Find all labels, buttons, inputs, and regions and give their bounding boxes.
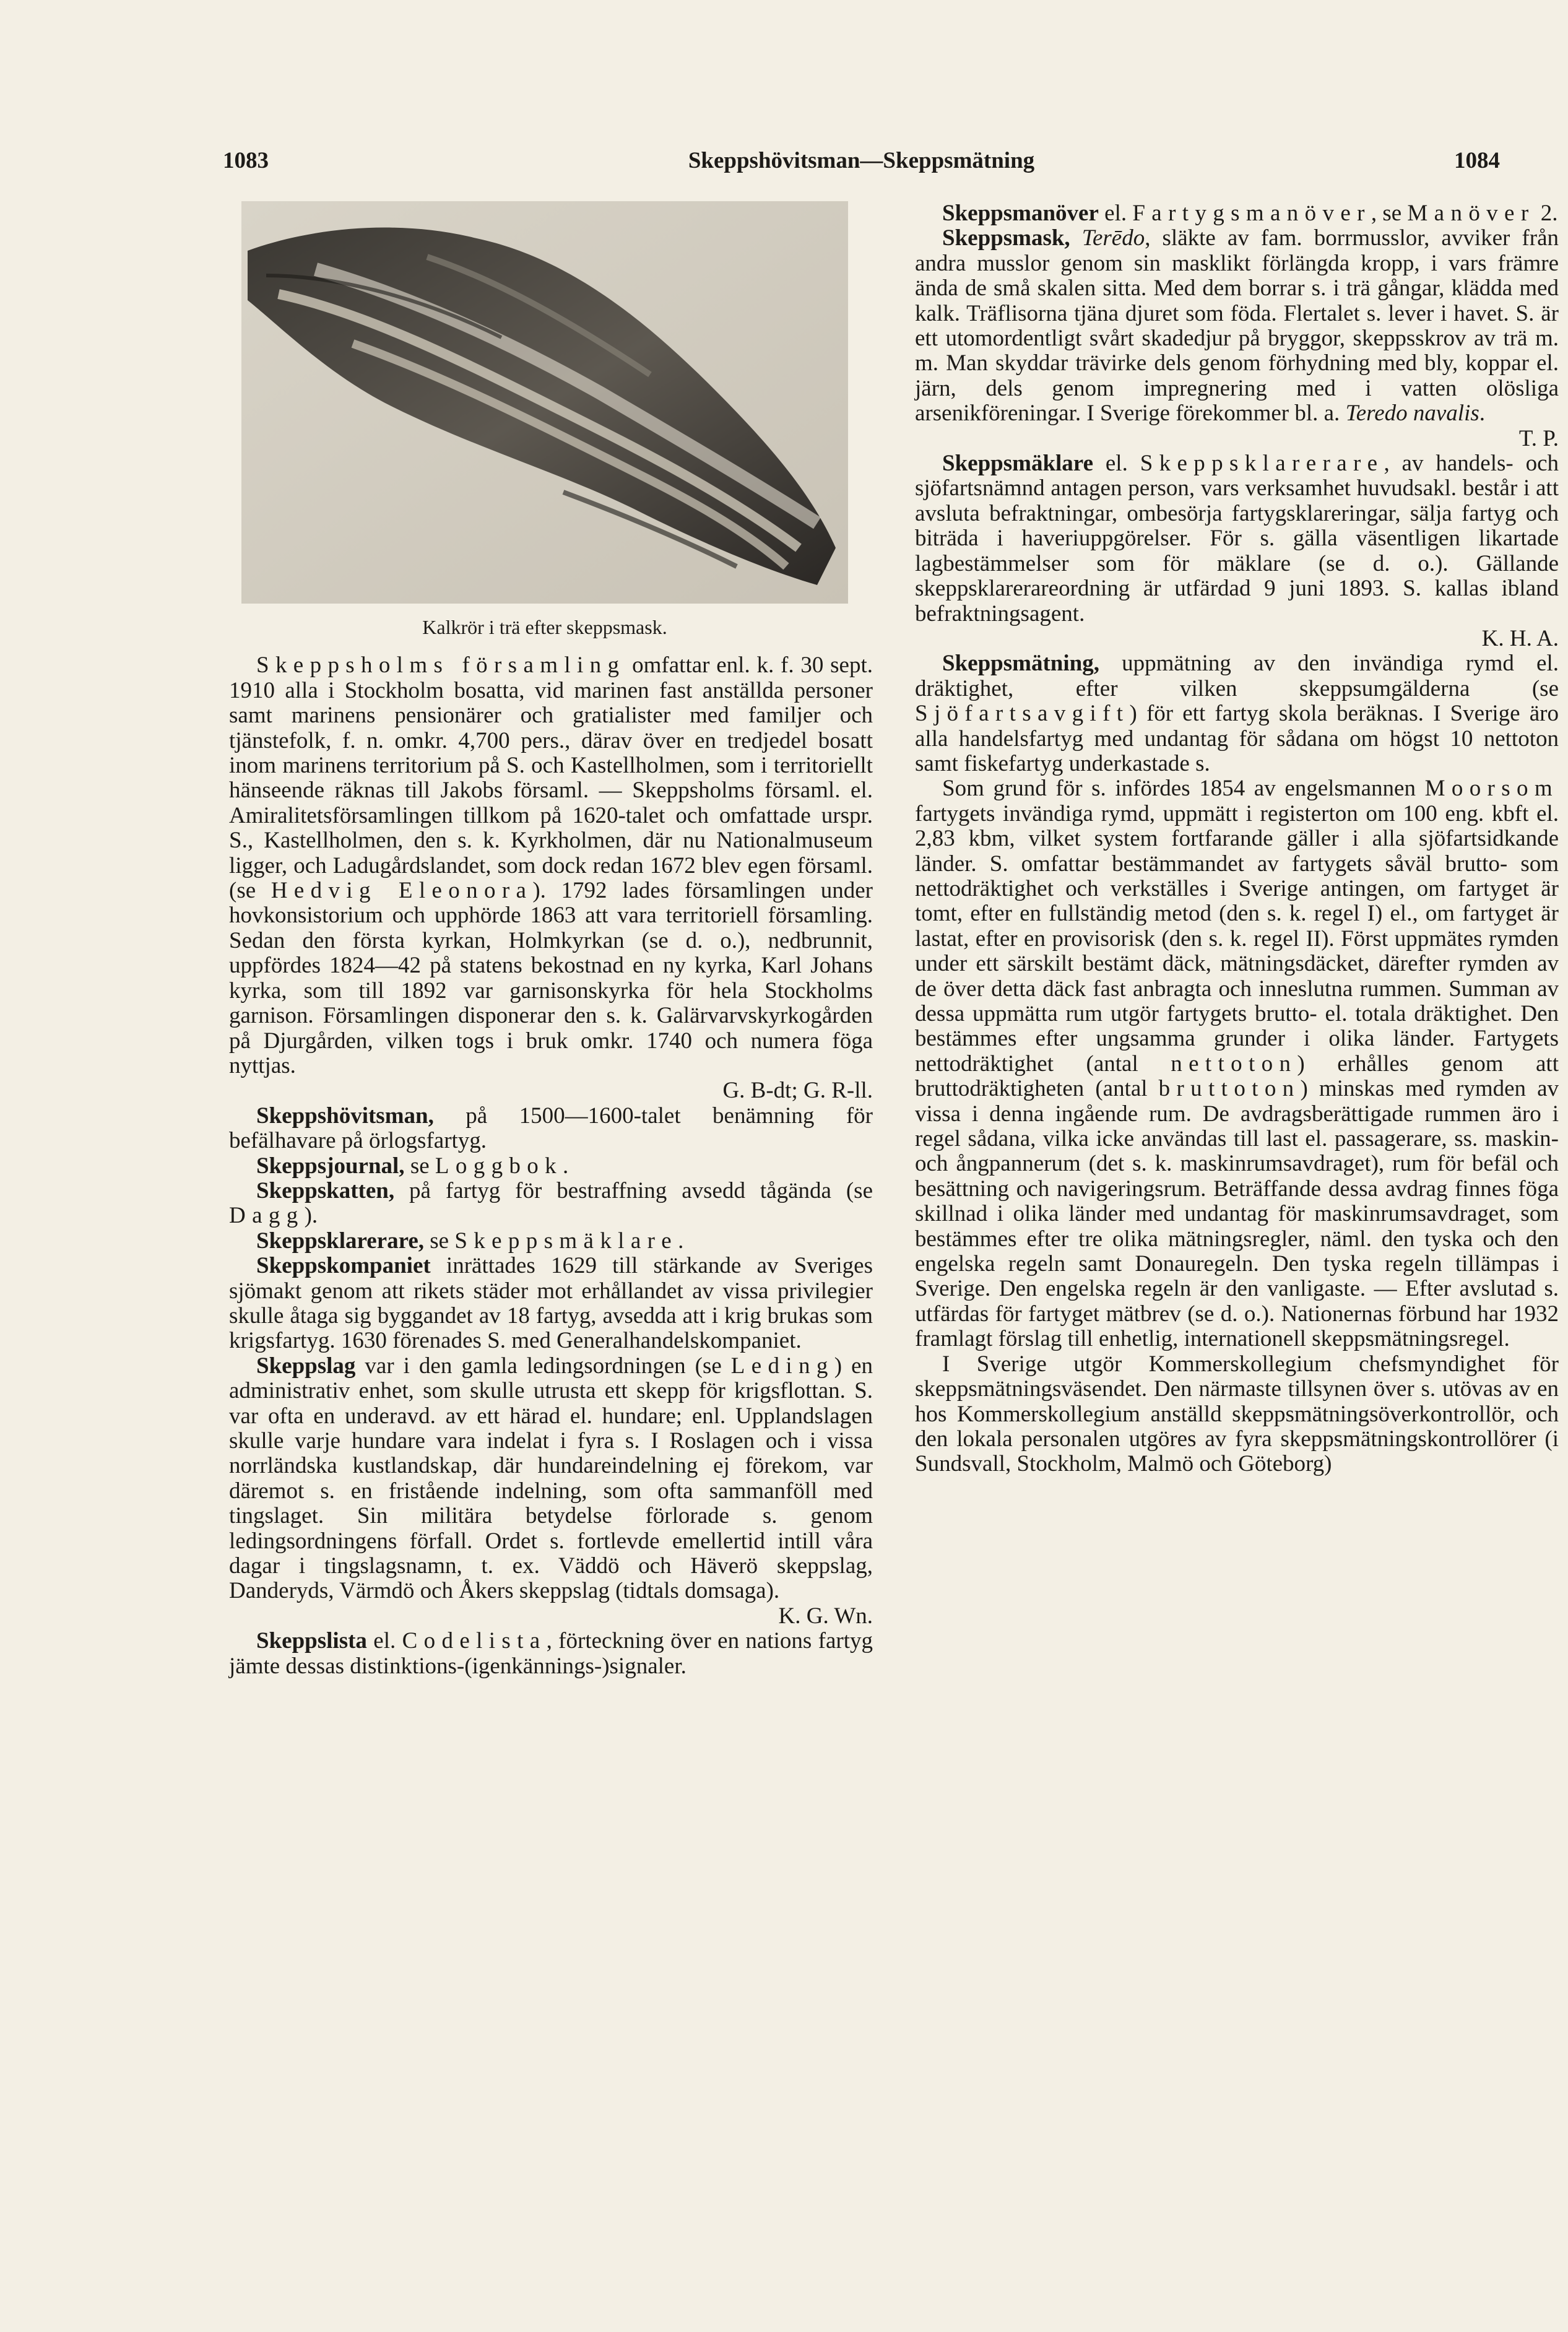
entry-headword: Skeppsmätning,	[942, 651, 1099, 677]
entry-headword: Skeppslag	[256, 1353, 356, 1379]
entry-skeppsmask	[915, 226, 1559, 451]
cross-reference: Skeppsmäklare	[454, 1228, 678, 1254]
cross-reference: Codelista	[402, 1628, 547, 1654]
entry-text: på 1500—1600-talet benämning för befälhavare på örlogsfartyg.	[229, 1103, 873, 1154]
entry-text: uppmätning av den invändiga rymd el. dräktighet, efter vilken skeppsumgälderna (se	[915, 651, 1559, 701]
entry-skeppsmanover	[915, 201, 1559, 226]
left-column	[229, 201, 873, 1679]
entry-headword: Skeppsjournal,	[256, 1153, 405, 1179]
entry-text: el.	[366, 1628, 402, 1654]
entry-skeppsjournal	[229, 1154, 873, 1179]
entry-skeppsmatning	[915, 651, 1559, 776]
entry-text: se	[424, 1228, 455, 1254]
entry-skeppsklarerare	[229, 1229, 873, 1254]
entry-text: el.	[1093, 451, 1140, 477]
header-title: Skeppshövitsman—Skeppsmätning	[688, 148, 1035, 173]
right-column	[915, 201, 1559, 1477]
entry-skeppshovitsman	[229, 1104, 873, 1154]
entry-headword: Skeppsmask,	[942, 225, 1070, 251]
entry-text: omfattar enl. k. f. 30 sept. 1910 alla i Stockholm bosatta, vid marinen fast anställda personer samt marinens pensionärer och gratialister med familjer och tjänstefolk, f. n. omkr. 4,700 pers., därav över en tredjedel bosatt inom marinens territorium på S. och Kastellholmen, som i territoriellt hänseende räknas till Jakobs församl. — Skeppsholms församl. el. Amiralitetsförsamlingen tillkom på 1620-talet och omfattade urspr. S., Kastellholmen, den s. k. Kyrkholmen, där nu Nationalmuseum ligger, och Ladugårdslandet, som dock redan 1672 blev egen församl. (se	[229, 652, 873, 904]
entry-skeppslag	[229, 1354, 873, 1629]
entry-headword: Skeppsklarerare,	[256, 1228, 425, 1254]
entry-headword: Skeppsholms församling	[256, 652, 626, 678]
entry-text: fartygets invändiga rymd, uppmätt i registerton om 100 eng. kbft el. 2,83 kbm, vilket system fortfarande gäller i alla sjöfartsidkande länder. S. omfattar bestämmandet av fartygets såväl brutto- som nettodräktighet och verkställes i Sverige antingen, om fartyget är tomt, efter en fullständig metod (den s. k. regel I) el., om fartyget är lastat, efter en provisorisk (den s. k. regel II). Först uppmätes rymden under ett särskilt bestämt däck, mätningsdäcket, därefter rymden av de över detta däck fast anbragta och inneslutna rummen. Summan av dessa uppmätta rum utgör fartygets brutto- el. totala dräktighet. Den bestämmes efter ungsamma grunder i olika länder. Fartygets nettodräktighet (antal	[915, 800, 1559, 1077]
shipworm-photo	[241, 201, 848, 604]
entry-skeppsholms-forsamling	[229, 653, 873, 1103]
cross-reference: Manöver	[1407, 201, 1535, 226]
entry-text: el.	[1098, 201, 1133, 226]
entry-text: ).	[304, 1203, 318, 1229]
entry-text: ) minskas med rymden av vissa i denna ingående rum. De avdragsberättigade rummen äro i regel sådana, vilka icke användas till last el. passagerare, ss. maskin- och ångpannerum (det s. k. maskinrumsavdraget), rum för befäl och besättning och navigeringsrum. Beträffande dessa avdrag finnes föga skillnad i olika länder med undantag för maskinrumsavdraget, som bestämmes efter tre olika mätningsregler, näml. den tyska och den engelska regeln samt Donauregeln. Den tyska regeln tillämpas i Sverige. Den engelska regeln är den vanligaste. — Efter avslutad s. utfärdas för fartyget mätbrev (se d. o.). Nationernas förbund har 1932 framlagt förslag till enhetlig, internationell skeppsmätningsregel.	[915, 1076, 1559, 1352]
entry-text: ) för ett fartyg skola beräknas. I Sverige äro alla handelsfartyg med undantag för sådana om högst 10 nettoton samt fiskefartyg underkastade s.	[915, 701, 1559, 776]
latin-name: Teredo navalis	[1345, 401, 1479, 427]
cross-reference: Dagg	[229, 1203, 305, 1229]
cross-reference: Skeppsklarerare	[1140, 451, 1384, 477]
entry-skeppskatten	[229, 1179, 873, 1229]
paragraph-skeppsmatning-3	[915, 1352, 1559, 1477]
cross-reference: Loggbok	[435, 1153, 563, 1179]
figure	[241, 201, 848, 639]
entry-headword: Skeppskompaniet	[256, 1253, 431, 1279]
entry-skeppsmaklare	[915, 451, 1559, 651]
entry-text: se	[404, 1153, 435, 1179]
entry-text: på fartyg för bestraffning avsedd tågända (se	[394, 1177, 873, 1203]
figure-caption: Kalkrör i trä efter skeppsmask.	[422, 616, 667, 638]
entry-headword: Skeppslista	[256, 1628, 367, 1654]
running-header	[223, 147, 1500, 184]
entry-text: , se	[1371, 201, 1408, 226]
term: nettoton	[1171, 1051, 1297, 1077]
cross-reference: Leding	[730, 1353, 834, 1379]
person-name: Moorsom	[1424, 776, 1559, 802]
cross-reference: Fartygsmanöver	[1132, 201, 1371, 226]
entry-text: ). 1792 lades församlingen under hovkonsistorium och upphörde 1863 att vara territoriell församling. Sedan den första kyrkan, Holmkyrkan (se d. o.), nedbrunnit, uppfördes 1824—42 på statens bekostnad en ny kyrka, Karl Johans kyrka, som till 1892 var garnisonskyrka för hela Stockholms garnison. Församlingen disponerar den s. k. Galärvarvskyrkogården på Djurgården, vilken togs i bruk omkr. 1740 och numera föga nyttjas.	[229, 878, 873, 1078]
entry-text: , släkte av fam. borrmusslor, avviker från andra musslor genom sin masklikt förlängda kropp, i vars främre ända de små skalen sitta. Med dem borrar s. i trä gångar, klädda med kalk. Träflisorna tjäna djuret som föda. Flertalet s. lever i havet. S. är ett utomordentligt svårt skadedjur på bryggor, skeppsskrov av trä m. m. Man skyddar trävirke dels genom förhydning med bly, koppar el. järn, dels genom impregnering med i vatten olösliga arsenikföreningar. I Sverige förekommer bl. a.	[915, 225, 1559, 427]
entry-headword: Skeppshövitsman,	[256, 1103, 434, 1129]
cross-reference: Hedvig Eleonora	[271, 878, 533, 904]
author-signature: T. P.	[1518, 425, 1559, 451]
entry-skeppslista	[229, 1629, 873, 1679]
entry-text: .	[563, 1153, 569, 1179]
page-number-right: 1084	[1454, 148, 1500, 173]
entry-text: , av handels- och sjöfartsnämnd antagen person, vars verksamhet huvudsakl. består i att avsluta befraktningar, ombesörja fartygsklareringar, sälja fartyg och biträda i haveriuppgörelser. För s. gälla väsentligen likartade lagbestämmelser som för mäklare (se d. o.). Gällande skeppsklarerareordning är utfärdad 9 juni 1893. S. kallas ibland befraktningsagent.	[915, 451, 1559, 626]
entry-text: .	[1479, 401, 1485, 427]
author-signature: K. H. A.	[1481, 625, 1559, 651]
author-signature: K. G. Wn.	[778, 1603, 873, 1629]
term: bruttoton	[1158, 1076, 1301, 1102]
author-signature: G. B-dt; G. R-ll.	[722, 1078, 873, 1104]
entry-headword: Skeppskatten,	[256, 1177, 395, 1203]
entry-headword: Skeppsmäklare	[942, 451, 1093, 477]
cross-reference: Sjöfartsavgift	[915, 701, 1130, 727]
entry-text: .	[678, 1228, 684, 1254]
entry-skeppskompaniet	[229, 1254, 873, 1354]
paragraph-skeppsmatning-2	[915, 776, 1559, 1351]
entry-text: 2.	[1535, 201, 1558, 226]
entry-text: , förteckning över en nations fartyg jämte dessas distinktions-(igenkännings-)signaler.	[229, 1628, 873, 1679]
page-number-left: 1083	[223, 148, 269, 173]
latin-name: Terēdo	[1081, 225, 1145, 251]
entry-headword: Skeppsmanöver	[942, 201, 1099, 226]
entry-text: ) erhålles genom att bruttodräktigheten (antal	[915, 1051, 1559, 1102]
entry-text: ) en administrativ enhet, som skulle utrusta ett skepp för krigsflottan. S. var ofta en underavd. av ett härad el. hundare; enl. Upplandslagen skulle varje hundare vara indelat i fyra s. I Roslagen och i vissa norrländska kustlandskap, där hundareindelning ej förekom, var däremot s. en fristående indelning, som ofta sammanföll med tingslaget. Sin militära betydelse förlorade s. genom ledingsordningens förfall. Ordet s. fortlevde emellertid intill våra dagar i tingslagsnamn, t. ex. Väddö och Häverö skeppslag, Danderyds, Värmdö och Åkers skeppslag (tidtals domsaga).	[229, 1353, 873, 1604]
entry-text: I Sverige utgör Kommerskollegium chefsmyndighet för skeppsmätningsväsendet. Den närmaste tillsynen över s. utövas av en hos Kommerskollegium anställd skeppsmätningsöverkontrollör, och den lokala personalen utgöres av fyra skeppsmätningskontrollörer (i Sundsvall, Stockholm, Malmö och Göteborg)	[915, 1351, 1559, 1477]
entry-text: inrättades 1629 till stärkande av Sveriges sjömakt genom att rikets städer mot erhållandet av vissa privilegier skulle åtaga sig byggandet av 18 fartyg, avsedda att i krig brukas som krigsfartyg. 1630 förenades S. med Generalhandelskompaniet.	[229, 1253, 873, 1354]
entry-text: var i den gamla ledingsordningen (se	[355, 1353, 731, 1379]
entry-text: Som grund för s. infördes 1854 av engelsmannen	[942, 776, 1425, 802]
